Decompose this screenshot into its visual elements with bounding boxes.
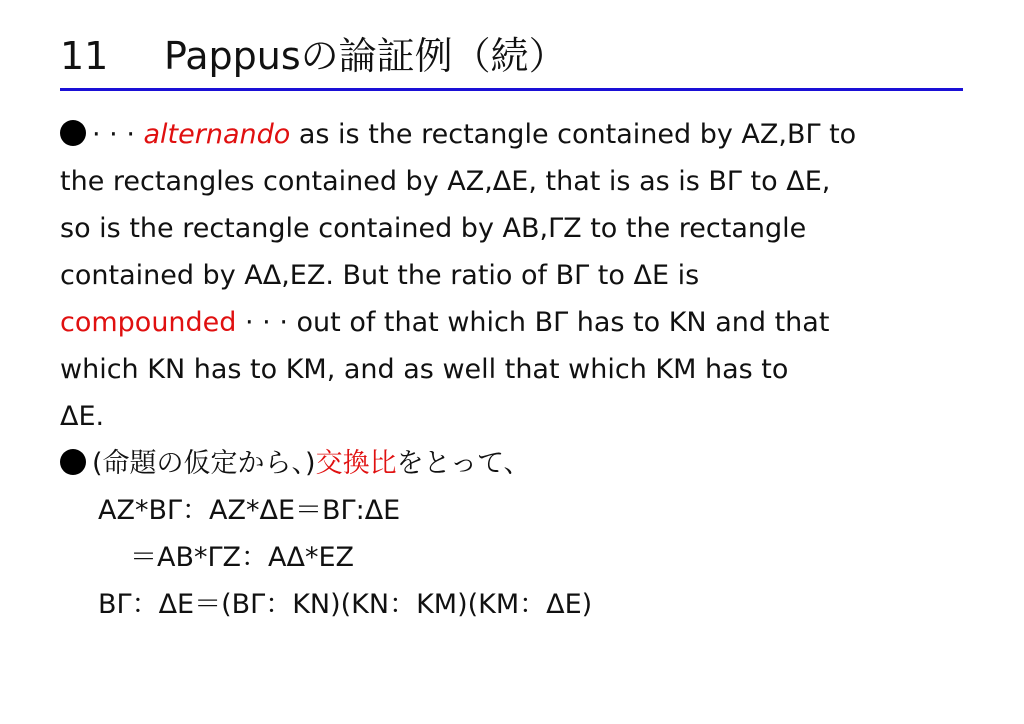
bullet-dot-icon xyxy=(60,120,86,146)
bullet2-rest: をとって、 xyxy=(396,448,531,479)
equation-3: BΓ：ΔE＝(BΓ：KN)(KN：KM)(KM：ΔE) xyxy=(98,589,593,620)
title-underline xyxy=(60,88,963,91)
bullet1-line5-rest: · · · out of that which BΓ has to KN and that xyxy=(236,307,830,338)
bullet1-line2: the rectangles contained by AZ,ΔE, that is as is BΓ to ΔE, xyxy=(60,166,831,197)
bullet1-line1 xyxy=(60,111,970,158)
ellipsis-text: · · · xyxy=(92,119,144,150)
alternando-term: alternando xyxy=(143,119,291,150)
bullet1-line4: contained by AΔ,EZ. But the ratio of BΓ to ΔE is xyxy=(60,260,700,291)
bullet1-line7: ΔE. xyxy=(60,401,105,432)
bullet1-line3: so is the rectangle contained by AB,ΓZ to the rectangle xyxy=(60,213,807,244)
slide-title xyxy=(60,30,567,82)
equation-1: AZ*BΓ：AZ*ΔE＝BΓ:ΔE xyxy=(98,495,401,526)
bullet1-line1-rest: as is the rectangle contained by AZ,BΓ to xyxy=(290,119,857,150)
bullet2-line xyxy=(60,440,970,487)
slide-number: 11 xyxy=(60,34,109,78)
slide-title-text: Pappusの論証例（続） xyxy=(164,34,567,78)
exchange-ratio-term: 交換比 xyxy=(315,448,397,479)
slide-body xyxy=(60,111,970,628)
bullet1-line5 xyxy=(60,299,970,346)
bullet-dot-icon xyxy=(60,449,86,475)
bullet2-lead: (命題の仮定から、) xyxy=(92,448,316,479)
bullet1-line6: which KN has to KM, and as well that which KM has to xyxy=(60,354,789,385)
equation-2: ＝AB*ΓZ：AΔ*EZ xyxy=(130,542,355,573)
compounded-term: compounded xyxy=(60,307,237,338)
